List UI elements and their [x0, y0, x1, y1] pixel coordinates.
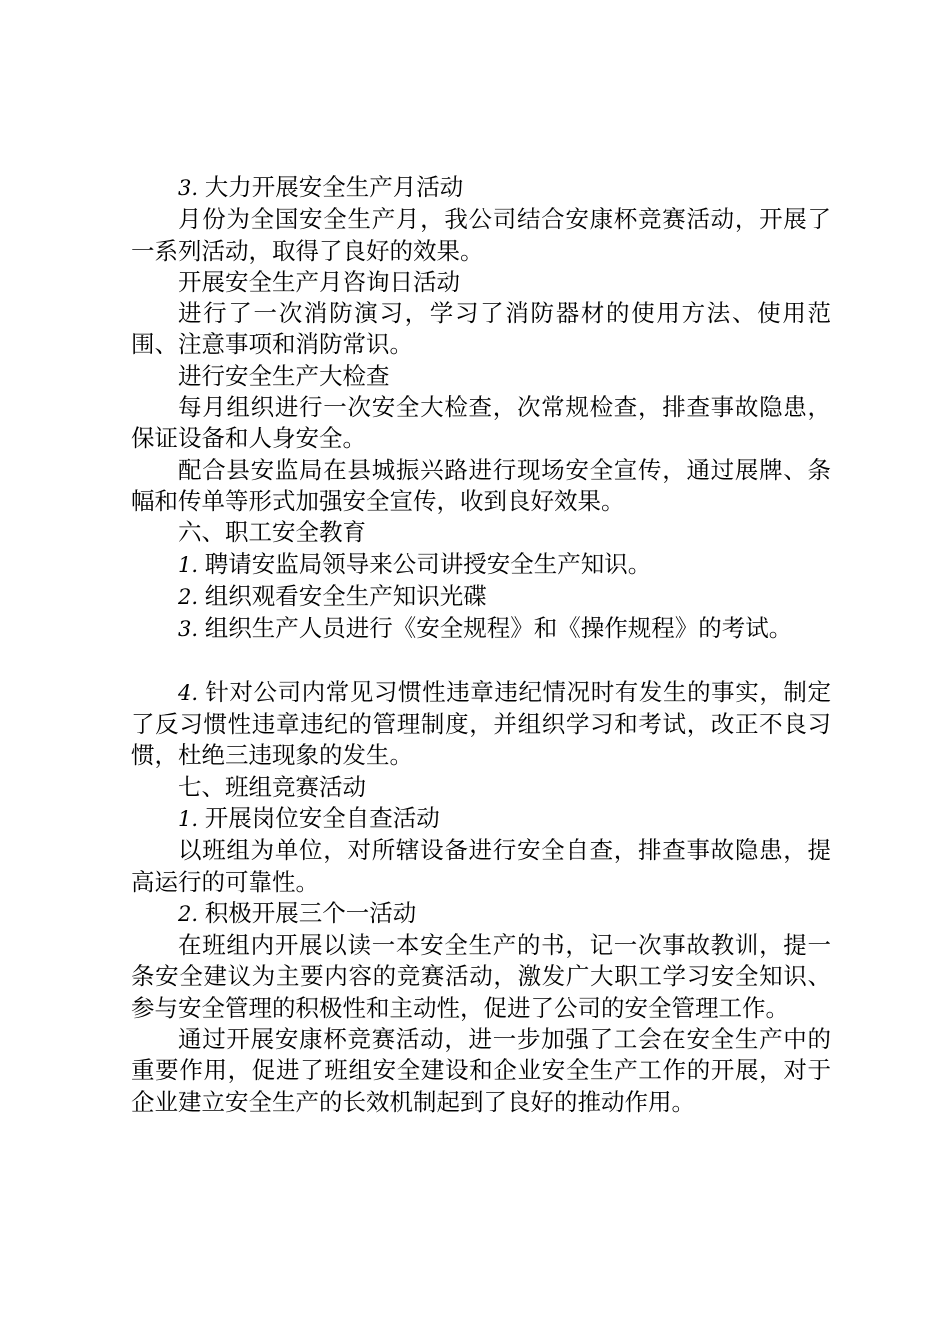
paragraph: 月份为全国安全生产月，我公司结合安康杯竞赛活动，开展了一系列活动，取得了良好的效果。 [131, 205, 831, 265]
subheading: 进行安全生产大检查 [178, 361, 390, 390]
list-item [131, 549, 831, 581]
blank-line [131, 645, 831, 676]
paragraph: 每月组织进行一次安全大检查，次常规检查，排查事故隐患，保证设备和人身安全。 [131, 393, 831, 453]
list-item [131, 803, 831, 835]
subheading: 开展安全生产月咨询日活动 [178, 267, 460, 296]
paragraph-text: 组织生产人员进行《安全规程》和《操作规程》的考试。 [204, 614, 793, 643]
paragraph: 进行了一次消防演习，学习了消防器材的使用方法、使用范围、注意事项和消防常识。 [131, 299, 831, 359]
paragraph: 以班组为单位，对所辖设备进行安全自查，排查事故隐患，提高运行的可靠性。 [131, 836, 831, 896]
item-number: 1. [178, 552, 205, 577]
paragraph-text: 组织观看安全生产知识光碟 [204, 581, 487, 610]
paragraph-text: 大力开展安全生产月活动 [204, 173, 464, 201]
list-item [131, 898, 831, 930]
list-item [131, 581, 831, 613]
item-number: 3. [178, 617, 205, 642]
item-number: 4. [178, 680, 206, 705]
section-heading: 六、职工安全教育 [178, 518, 366, 547]
item-number: 3. [178, 176, 205, 200]
item-number: 2. [178, 584, 205, 609]
paragraph: 在班组内开展以读一本安全生产的书，记一次事故教训，提一条安全建议为主要内容的竞赛活动，激发广大职工学习安全知识、参与安全管理的积极性和主动性，促进了公司的安全管理工作。 [131, 931, 831, 1022]
paragraph-text: 聘请安监局领导来公司讲授安全生产知识。 [204, 549, 652, 578]
item-number: 2. [178, 901, 205, 926]
document-body [131, 172, 831, 1118]
paragraph: 配合县安监局在县城振兴路进行现场安全宣传，通过展牌、条幅和传单等形式加强安全宣传，收到良好效果。 [131, 455, 831, 515]
paragraph: 通过开展安康杯竞赛活动，进一步加强了工会在安全生产中的重要作用，促进了班组安全建设和企业安全生产工作的开展，对于企业建立安全生产的长效机制起到了良好的推动作用。 [131, 1025, 831, 1116]
item-number: 1. [178, 806, 205, 831]
paragraph-text: 积极开展三个一活动 [204, 898, 417, 927]
section-heading: 七、班组竞赛活动 [178, 772, 366, 801]
list-item-heading [131, 172, 831, 204]
list-item [131, 613, 831, 645]
paragraph-text: 开展岗位安全自查活动 [204, 803, 440, 832]
list-item [131, 677, 831, 772]
paragraph-text: 针对公司内常见习惯性违章违纪情况时有发生的事实，制定了反习惯性违章违纪的管理制度，并组织学习和考试，改正不良习惯，杜绝三违现象的发生。 [131, 677, 832, 770]
